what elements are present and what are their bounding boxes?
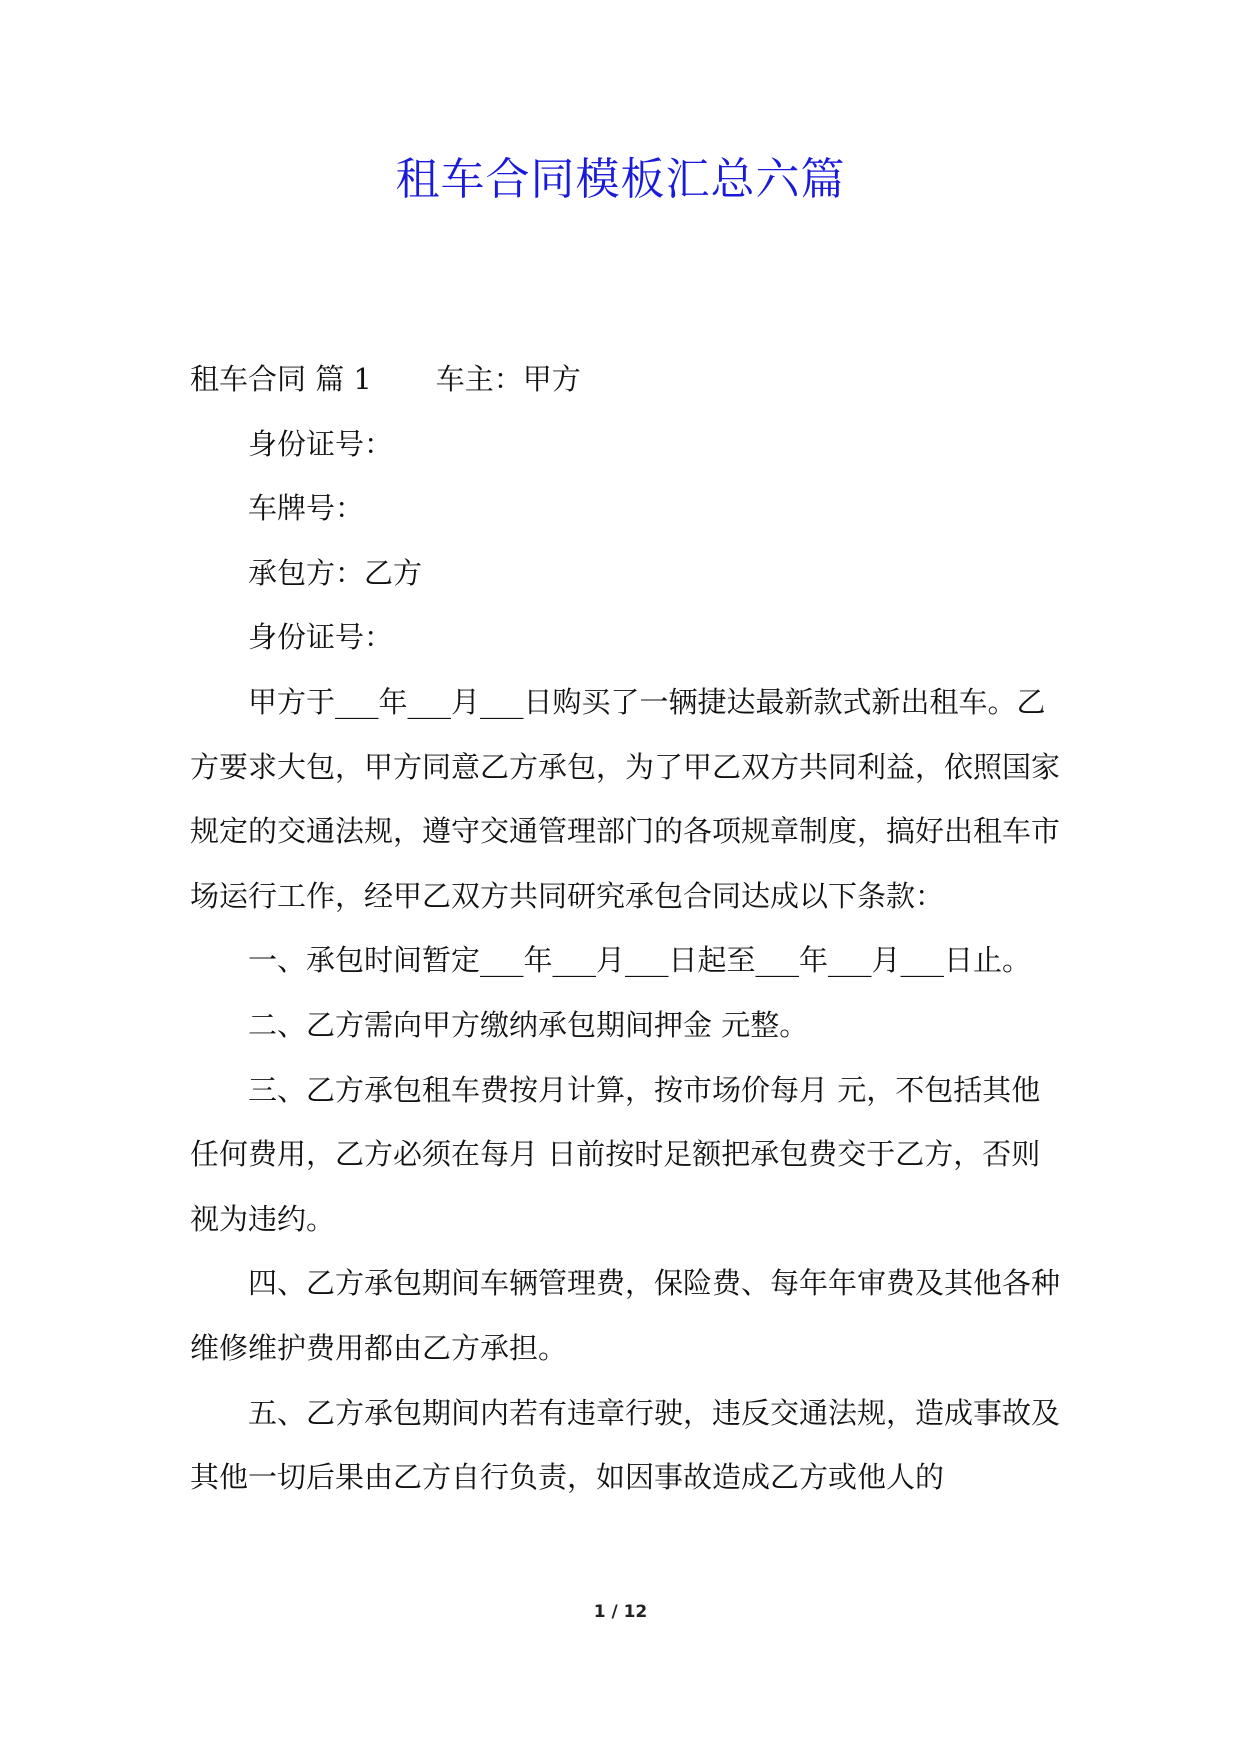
paragraph: 一、承包时间暂定___年___月___日起至___年___月___日止。 — [248, 943, 1032, 978]
paragraph: 承包方：乙方 — [248, 555, 423, 590]
paragraph: 四、乙方承包期间车辆管理费，保险费、每年年审费及其他各种维修维护费用都由乙方承担。 — [190, 1266, 1061, 1365]
document-title: 租车合同模板汇总六篇 — [395, 154, 846, 205]
paragraph: 三、乙方承包租车费按月计算，按市场价每月 元，不包括其他任何费用，乙方必须在每月 日前按时足额把承包费交于乙方，否则视为违约。 — [190, 1072, 1041, 1236]
section-heading — [190, 347, 1060, 412]
page-number: 1 / 12 — [593, 1602, 648, 1622]
section-heading-party: 车主：甲方 — [435, 362, 581, 396]
paragraph: 车牌号： — [248, 491, 365, 526]
paragraph: 身份证号： — [248, 426, 394, 461]
paragraph: 二、乙方需向甲方缴纳承包期间押金 元整。 — [248, 1007, 809, 1042]
document-body — [190, 347, 1060, 1510]
paragraph: 五、乙方承包期间内若有违章行驶，违反交通法规，造成事故及其他一切后果由乙方自行负责，如因事故造成乙方或他人的 — [190, 1395, 1061, 1495]
paragraph: 身份证号： — [248, 620, 394, 655]
section-heading-label: 租车合同 篇 1 — [190, 362, 372, 396]
paragraph: 甲方于___年___月___日购买了一辆捷达最新款式新出租车。乙方要求大包，甲方同意乙方承包，为了甲乙双方共同利益，依照国家规定的交通法规，遵守交通管理部门的各项规章制度，搞好出租车市场运行工作，经甲乙双方共同研究承包合同达成以下条款： — [190, 684, 1061, 913]
